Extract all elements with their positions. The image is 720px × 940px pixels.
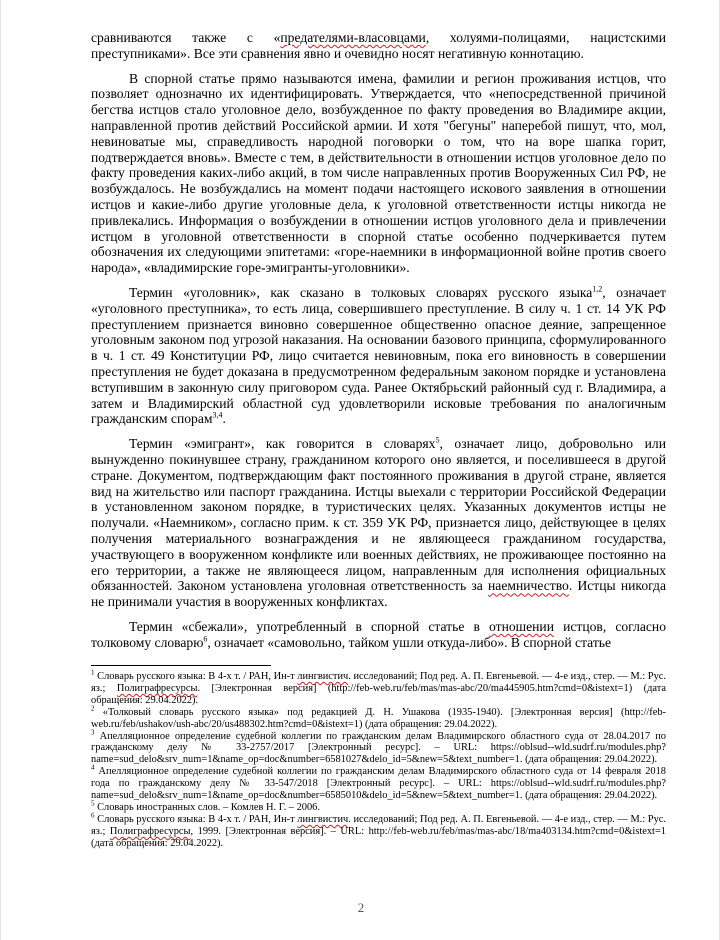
footnote-ref: 3 [91, 728, 95, 737]
body-text [91, 30, 666, 659]
text-run: В спорной статье прямо называются имена, фамилии и регион проживания истцов, что позволяет однозначно их идентифицировать. Утверждается, что «непосредственной причиной бегства истцов стало уголовное дело, возбужденное по факту проведения во Владимире акции, направленной против действий Российской армии. И хотя "бегуны" наперебой пишут, что, мол, невиноватые мы, справедливость народной поговорки о том, что на воре шапка горит, подтверждается вновь». Вместе с тем, в действительности в отношении истцов уголовное дело по факту проведения каких-либо акций, в том числе направленных против Вооруженных Сил РФ, не возбуждалось. Не возбуждались на момент подачи настоящего искового заявления в отношении истцов и какие-либо другие уголовные дела, к уголовной ответственности истцы никогда не привлекались. Информация о возбуждении в отношении истцов уголовного дела и привлечении истцом в уголовной ответственности в спорной статье особенно подчеркивается путем обозначения их следующими эпитетами: «горе-наемники в информационной войне против своего народа», «владимирские горе-эмигранты-уголовники». [91, 70, 666, 276]
text-run: «Толковый словарь русского языка» под редакцией Д. Н. Ушакова (1935-1940). [Электронная версия] (http://feb-web.ru/feb/ushakov/ush-abc/20/us488302.htm?cmd=0&istext=1) (дата обращения: 29.04.2022). [91, 706, 666, 730]
spellcheck-flagged-word: Полиграфресурсы [116, 682, 198, 694]
text-run: , холуями-полицаями, нацистскими преступниками». Все эти сравнения явно и очевидно носят негативную коннотацию. [91, 30, 666, 61]
text-run: . исследований; Под ред. А. П. Евгеньевой. — 4-е изд., стер. — М.: Рус. яз.; [91, 671, 666, 694]
footnote-ref: 4 [91, 763, 95, 772]
text-run: Термин «эмигрант», как говорится в словарях [129, 436, 436, 452]
paragraph [91, 30, 666, 62]
spellcheck-flagged-word: Полиграфресурсы [109, 825, 191, 837]
page-number: 2 [357, 900, 365, 915]
footnote [91, 668, 667, 707]
paragraph [91, 71, 666, 276]
footnote-ref: 6 [203, 634, 208, 644]
text-run: , означает «уголовного преступника», то есть лица, совершившего преступление. В силу ч. 1 ст. 14 УК РФ преступлением признается виновно совершенное общественно опасное деяние, запрещенное уголовным законом под угрозой наказания. На основании базового принципа, сформулированного в ч. 1 ст. 49 Конституции РФ, лицо считается невиновным, пока его виновность в совершении преступления не будет доказана в предусмотренном федеральным законом порядке и установлена вступившим в законную силу приговором суда. Ранее Октябрьский районный суд г. Владимира, а затем и Владимирский областной суд удовлетворили исковые требования по аналогичным гражданским спорам [91, 284, 666, 427]
footnote-ref: 2 [91, 704, 95, 713]
text-run: , означает лицо, добровольно или вынужденно покинувшее страну, гражданином которого оно является, и поселившееся в другой стране. Документом, подтверждающим факт постоянного проживания в другой стране, является вид на жительство или паспорт гражданина. Истцы выехали с территории Российской Федерации в установленном законом порядке, в туристических целях. Указанных документов истцы не получали. «Наемником», согласно прим. к ст. 359 УК РФ, признается лицо, действующее в целях получения материального вознаграждения и не являющееся гражданином государства, участвующего в вооруженном конфликте или военных действиях, не проживающее постоянно на его территории, а также не являющееся лицом, направленным для исполнения официальных обязанностей. Законом установлена уголовная ответственность за [91, 436, 666, 594]
spellcheck-flagged-word: предателями-власовцами [280, 30, 426, 45]
paragraph [91, 436, 666, 610]
footnote-ref: 6 [91, 811, 95, 820]
footnote-ref: 5 [91, 799, 95, 808]
text-run: Словарь русского языка: В 4-х т. / РАН, Ин-т [94, 813, 298, 825]
footnote [91, 799, 666, 814]
text-run: . [222, 411, 226, 427]
footnote-separator [91, 665, 271, 666]
footnote [91, 704, 666, 731]
text-run: . Истцы никогда не принимали участия в вооруженных конфликтах. [91, 578, 666, 610]
text-run: Словарь иностранных слов. – Комлев Н. Г. – 2006. [94, 801, 320, 813]
text-run: Апелляционное определение судебной коллегии по гражданским делам Владимирского областного суда от 14 февраля 2018 года по гражданскому делу № 33-547/2018 [Электронный ресурс]. – URL: https://oblsud--wld.sudrf.ru/modules.php?name=sud_delo&srv_num=1&name_op=doc&number=6585010&delo_id=5&new=5&text_number=1. (дата обращения: 29.04.2022). [91, 766, 666, 802]
paragraph [91, 619, 666, 651]
spellcheck-flagged-word: лингвистич [297, 813, 349, 825]
text-run: . [Электронная версия] (http://feb-web.ru/feb/mas/mas-abc/20/ma445905.htm?cmd=0&istext=1) (дата обращения: 29.04.2022). [91, 682, 667, 706]
text-run: Термин «сбежали», употребленный в спорной статье в [129, 618, 490, 634]
spellcheck-flagged-word: наемничество [488, 578, 569, 594]
text-run: , означает «самовольно, тайком ушли откуда-либо». В спорной статье [207, 634, 612, 650]
text-run: . исследований; Под ред. А. П. Евгеньевой. — 4-е изд., стер. — М.: Рус. яз.; [91, 813, 666, 837]
footnote-ref: 3,4 [212, 410, 223, 420]
text-run: сравниваются также с « [91, 30, 281, 45]
footnote-ref: 5 [435, 435, 440, 445]
footnote [91, 763, 666, 802]
paragraph [91, 285, 666, 427]
footnote-ref: 1,2 [592, 284, 603, 294]
text-run: Термин «уголовник», как сказано в толковых словарях русского языка [129, 284, 593, 300]
text-run: Словарь русского языка: В 4-х т. / РАН, Ин-т [94, 671, 298, 682]
spellcheck-flagged-word: лингвистич [297, 671, 349, 682]
footnote [91, 728, 666, 767]
footnote [91, 811, 666, 850]
text-run: истцов, согласно толковому словарю [91, 618, 666, 650]
spellcheck-flagged-word: отношении [489, 618, 554, 634]
footnote-ref: 1 [91, 668, 95, 677]
text-run: Апелляционное определение судебной коллегии по гражданским делам Владимирского областного суда от 28.04.2017 по гражданскому делу № 33-2757/2017 [Электронный ресурс]. – URL: https://oblsud--wld.sudrf.ru/modules.php?name=sud_delo&srv_num=1&name_op=doc&number=6581027&delo_id=5&new=5&text_number=1. (дата обращения: 29.04.2022). [91, 730, 666, 766]
text-run: , 1999. [Электронная версия]. – URL: http://feb-web.ru/feb/mas/mas-abc/18/ma403134.htm?cmd=0&istext=1 (дата обращения: 29.04.2022). [91, 825, 666, 849]
footnotes [91, 668, 667, 850]
